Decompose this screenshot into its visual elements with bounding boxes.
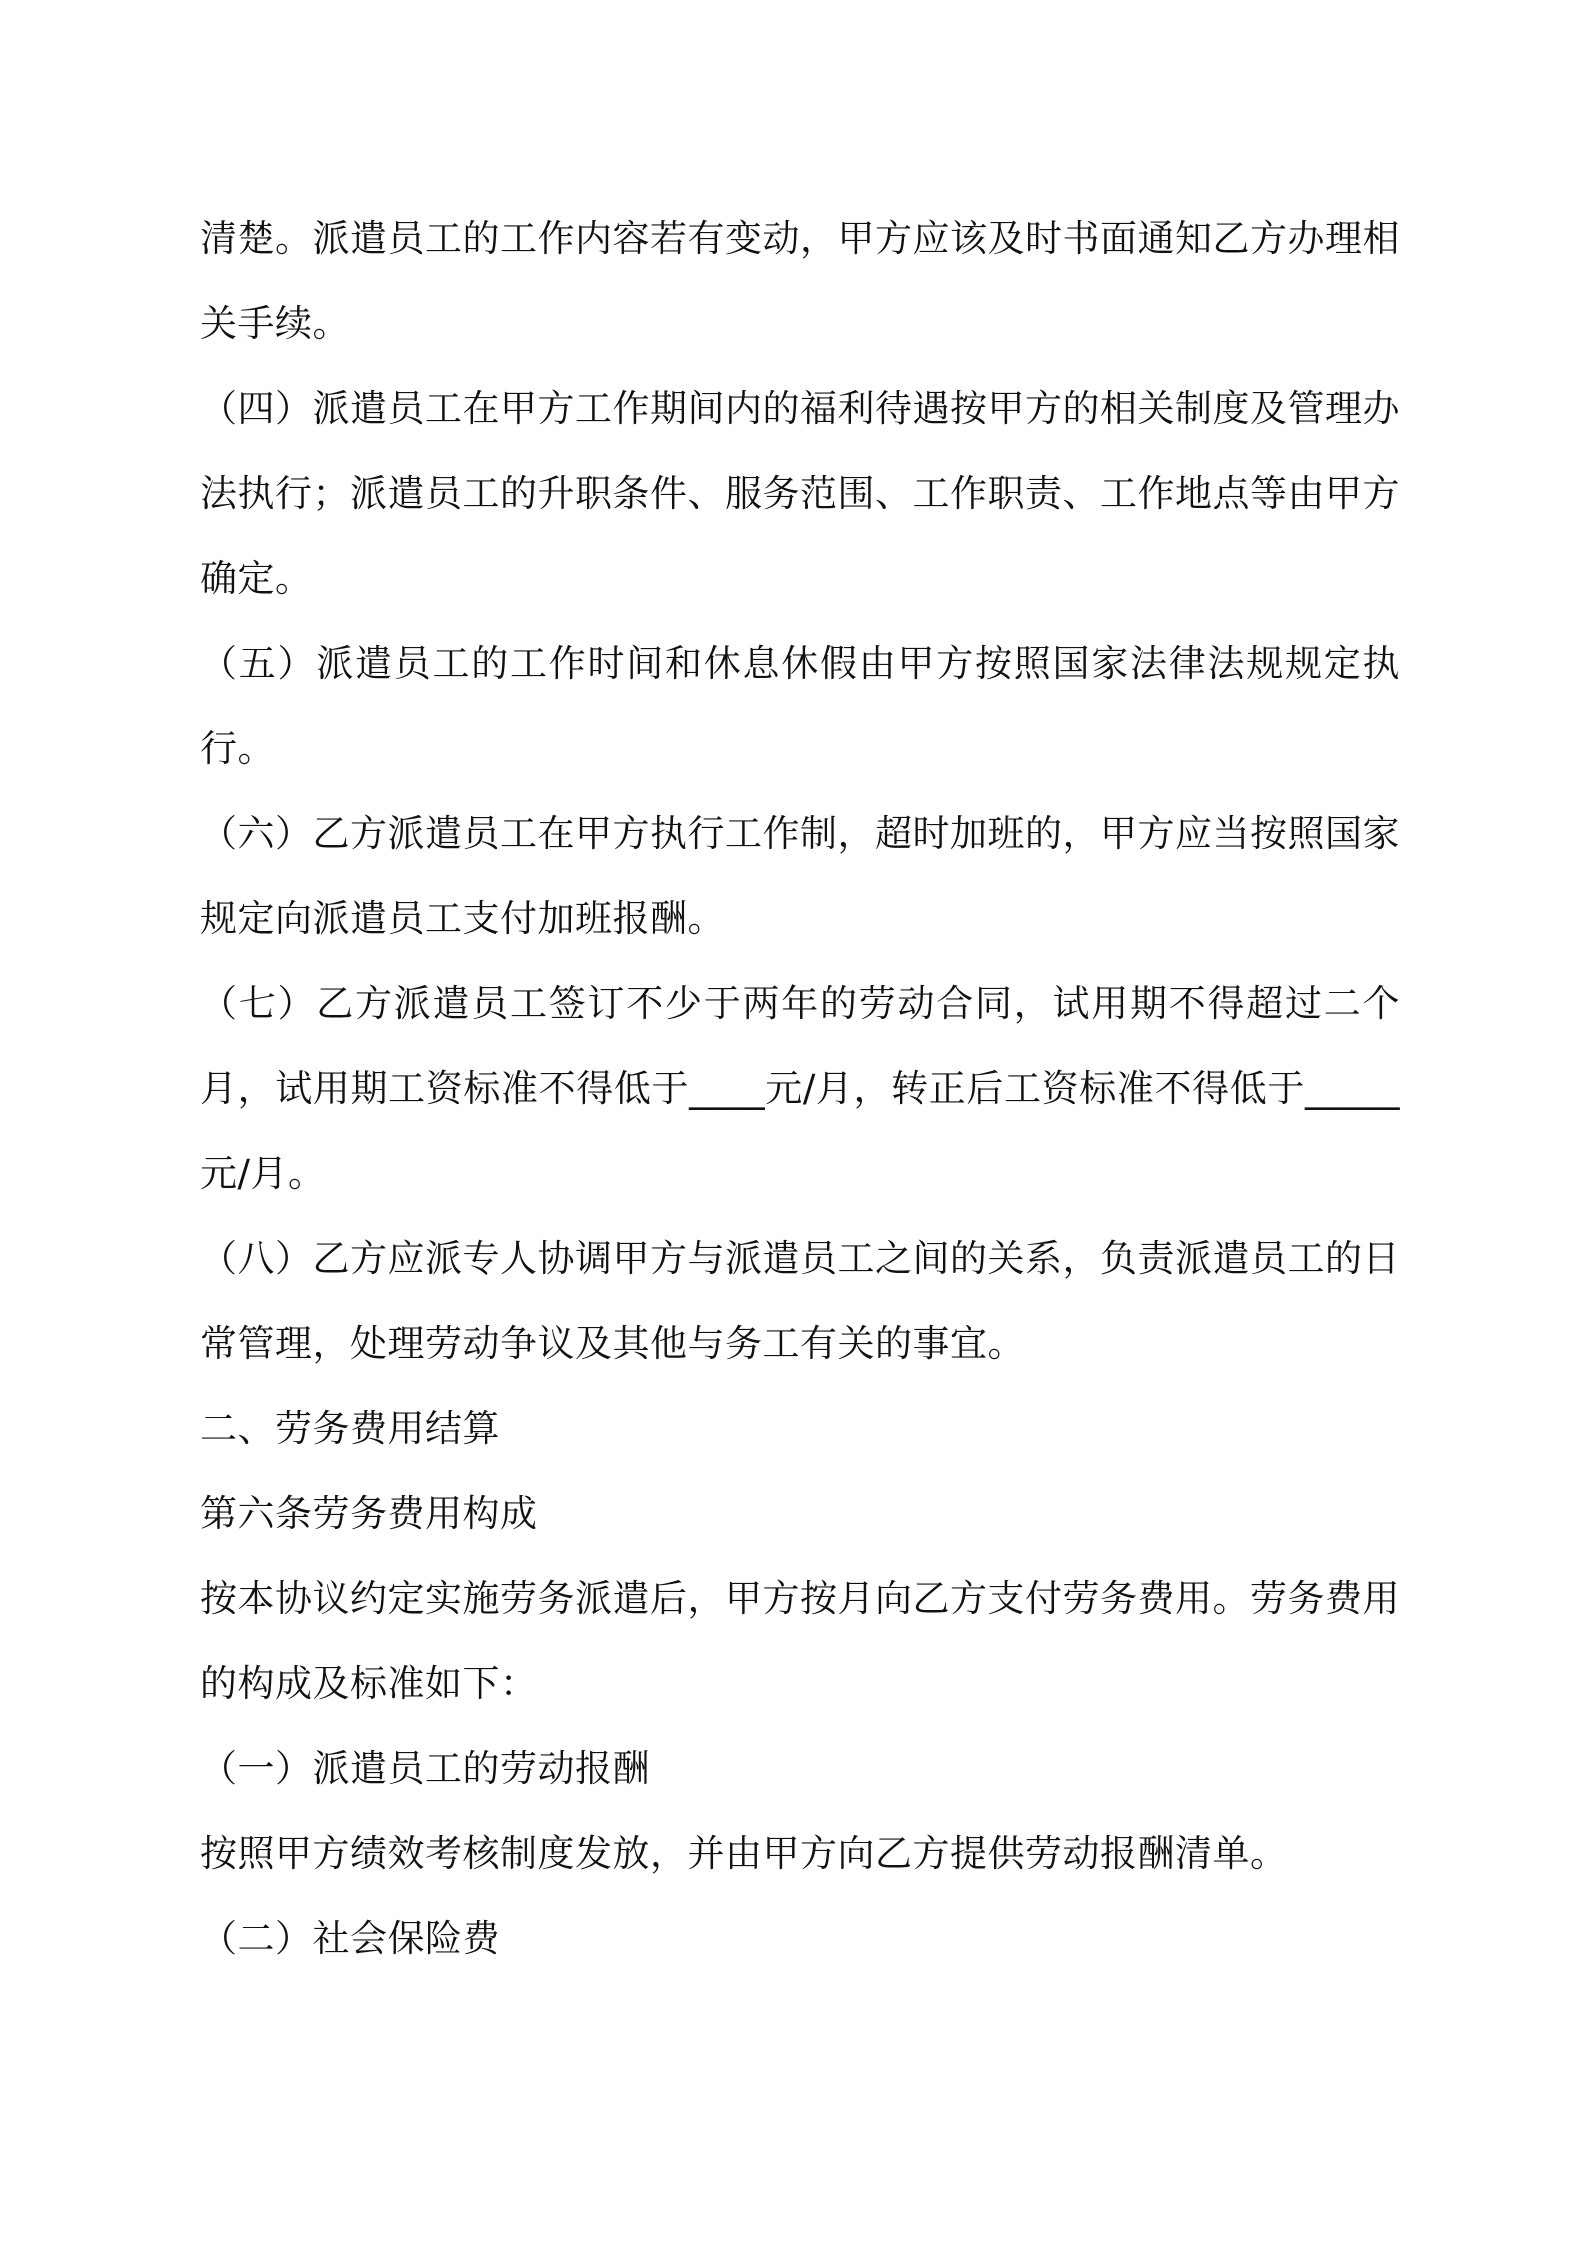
- document-body: [200, 196, 1400, 1981]
- paragraph-clause-4: （四）派遣员工在甲方工作期间内的福利待遇按甲方的相关制度及管理办法执行；派遣员工的升职条件、服务范围、工作职责、工作地点等由甲方确定。: [200, 387, 1400, 600]
- section-heading-fee-settlement: 二、劳务费用结算: [200, 1407, 500, 1450]
- paragraph-clause-8: （八）乙方应派专人协调甲方与派遣员工之间的关系，负责派遣员工的日常管理，处理劳动争议及其他与务工有关的事宜。: [200, 1237, 1400, 1365]
- paragraph-clause-5: （五）派遣员工的工作时间和休息休假由甲方按照国家法律法规规定执行。: [200, 642, 1400, 770]
- subheading-social-insurance: （二）社会保险费: [200, 1917, 500, 1960]
- paragraph-fee-intro: 按本协议约定实施劳务派遣后，甲方按月向乙方支付劳务费用。劳务费用的构成及标准如下：: [200, 1577, 1400, 1705]
- article-heading-6: 第六条劳务费用构成: [200, 1492, 538, 1535]
- paragraph-remuneration-detail: 按照甲方绩效考核制度发放，并由甲方向乙方提供劳动报酬清单。: [200, 1832, 1288, 1875]
- paragraph-continuation: 清楚。派遣员工的工作内容若有变动，甲方应该及时书面通知乙方办理相关手续。: [200, 217, 1400, 345]
- paragraph-clause-6: （六）乙方派遣员工在甲方执行工作制，超时加班的，甲方应当按照国家规定向派遣员工支付加班报酬。: [200, 812, 1400, 940]
- paragraph-clause-7: （七）乙方派遣员工签订不少于两年的劳动合同，试用期不得超过二个月，试用期工资标准不得低于____元/月，转正后工资标准不得低于_____元/月。: [200, 982, 1400, 1195]
- subheading-labor-remuneration: （一）派遣员工的劳动报酬: [200, 1747, 650, 1790]
